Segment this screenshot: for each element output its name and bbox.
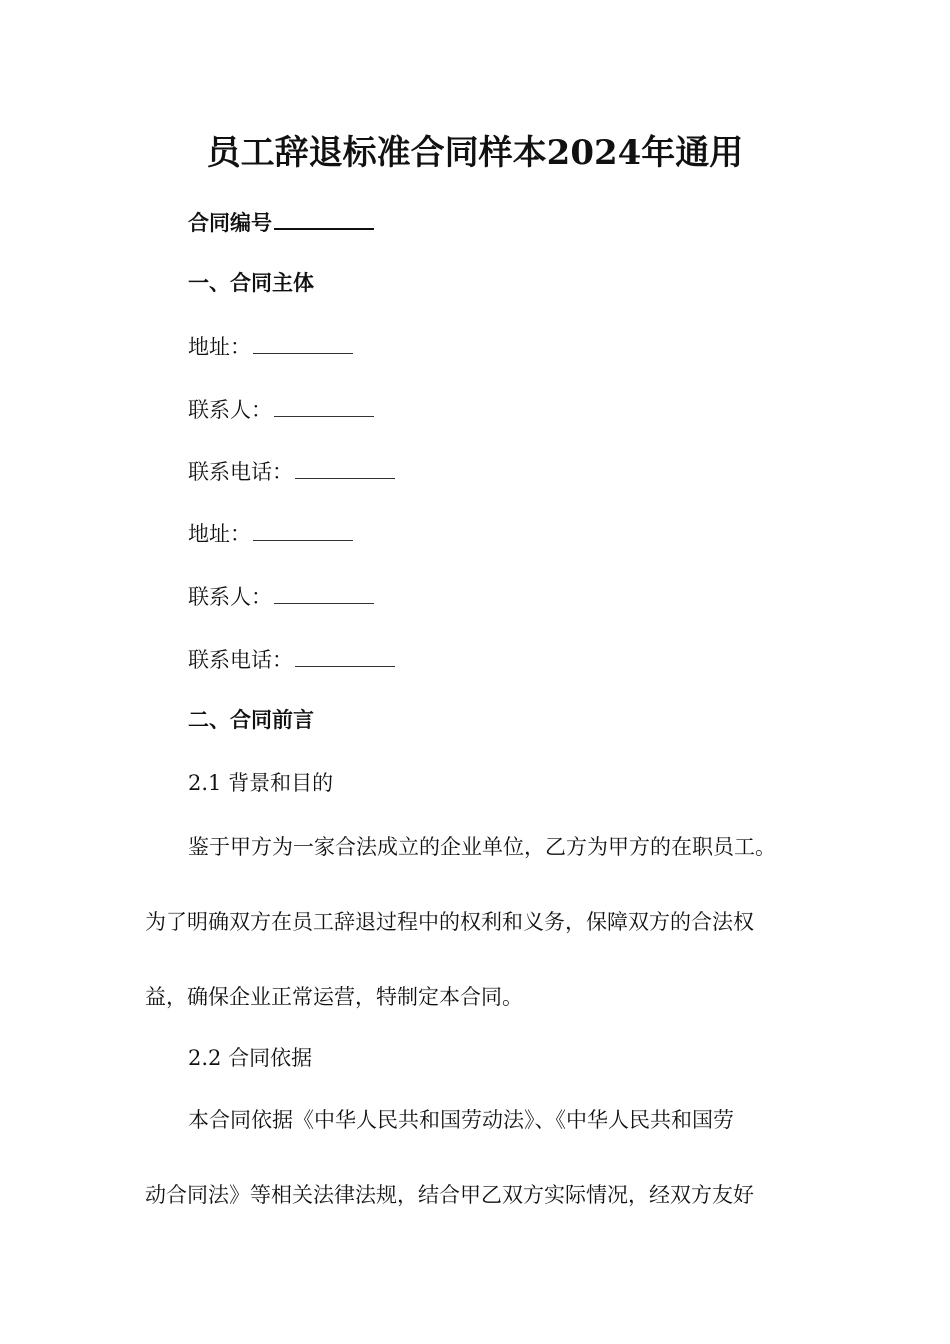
field-blank[interactable] xyxy=(274,581,374,604)
paragraph-line: 鉴于甲方为一家合法成立的企业单位，乙方为甲方的在职员工。 xyxy=(188,835,776,859)
paragraph-line: 为了明确双方在员工辞退过程中的权利和义务，保障双方的合法权 xyxy=(145,910,754,934)
field-label: 联系人： xyxy=(188,398,272,422)
field-blank[interactable] xyxy=(274,394,374,417)
field-label: 地址： xyxy=(188,335,251,359)
section1-heading: 一、合同主体 xyxy=(188,270,314,295)
contract-number-label: 合同编号 xyxy=(188,210,272,235)
field-label: 联系人： xyxy=(188,585,272,609)
field-blank[interactable] xyxy=(253,331,353,354)
paragraph-line: 益，确保企业正常运营，特制定本合同。 xyxy=(145,985,523,1009)
paragraph-line: 本合同依据《中华人民共和国劳动法》、《中华人民共和国劳 xyxy=(188,1108,734,1132)
section2-heading: 二、合同前言 xyxy=(188,707,314,732)
subsection-2-1-heading: 2.1 背景和目的 xyxy=(188,771,334,795)
field-phone-2 xyxy=(188,644,395,675)
contract-number-line xyxy=(188,206,374,238)
field-blank[interactable] xyxy=(253,518,353,541)
document-title: 员工辞退标准合同样本2024年通用 xyxy=(206,133,744,173)
field-label: 联系电话： xyxy=(188,648,293,672)
subsection-2-2-heading: 2.2 合同依据 xyxy=(188,1046,313,1070)
contract-number-blank[interactable] xyxy=(274,206,374,230)
field-address-1 xyxy=(188,331,353,362)
field-address-2 xyxy=(188,518,353,549)
paragraph-line: 动合同法》等相关法律法规，结合甲乙双方实际情况，经双方友好 xyxy=(145,1183,754,1207)
field-phone-1 xyxy=(188,456,395,487)
field-label: 联系电话： xyxy=(188,460,293,484)
field-contact-2 xyxy=(188,581,374,612)
field-label: 地址： xyxy=(188,522,251,546)
field-blank[interactable] xyxy=(295,644,395,667)
field-blank[interactable] xyxy=(295,456,395,479)
field-contact-1 xyxy=(188,394,374,425)
